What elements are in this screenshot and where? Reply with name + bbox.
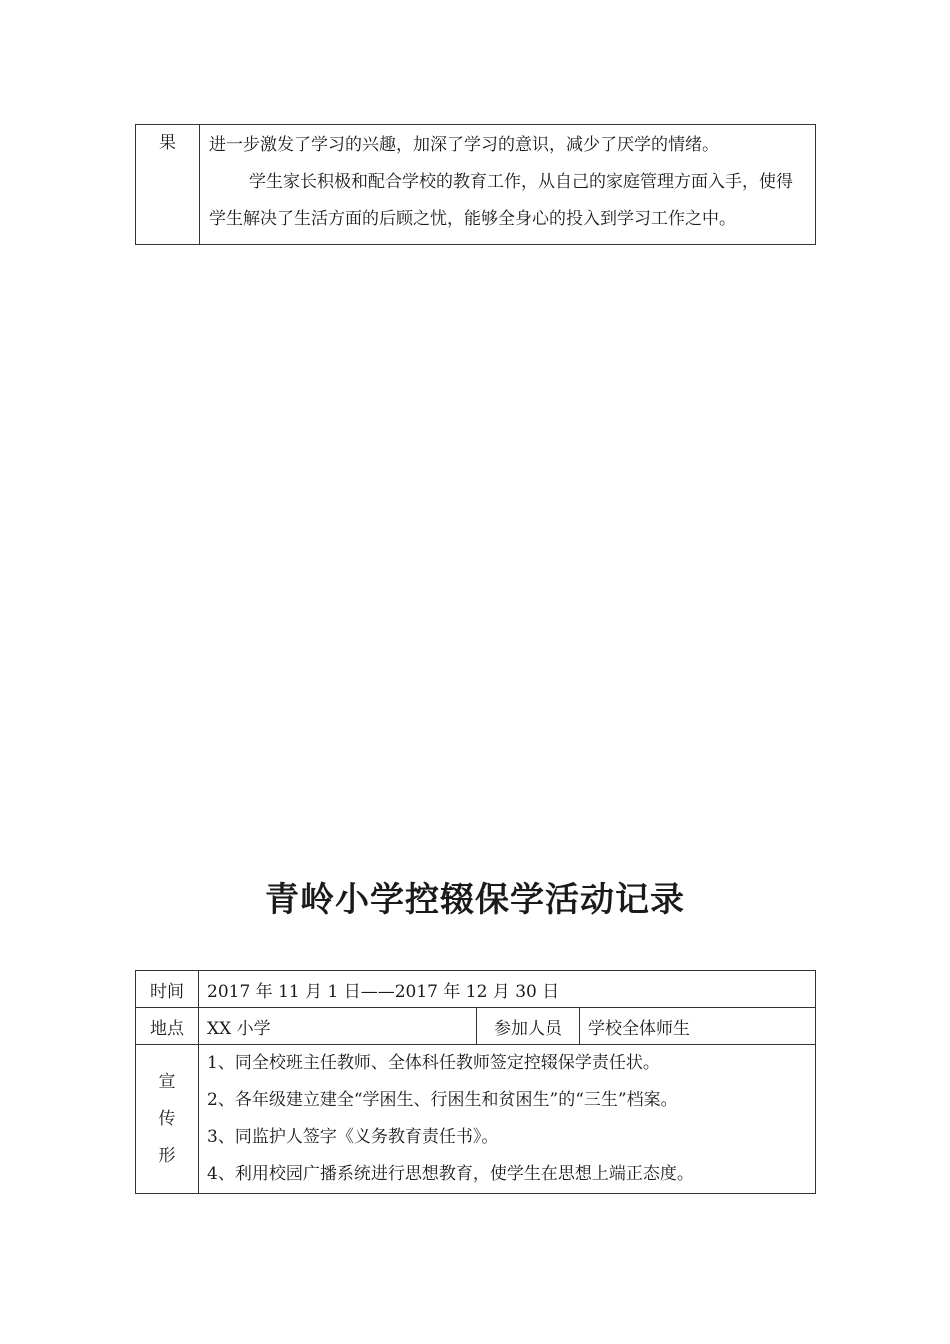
place-label: 地点 (136, 1008, 199, 1045)
form-label-char: 宣 (158, 1071, 176, 1092)
table-row (136, 1008, 816, 1045)
activity-record-table (135, 970, 816, 1194)
participants-value: 学校全体师生 (580, 1008, 816, 1045)
result-line-1: 进一步激发了学习的兴趣，加深了学习的意识，减少了厌学的情绪。 (209, 135, 719, 155)
list-item: 4、利用校园广播系统进行思想教育，使学生在思想上端正态度。 (207, 1164, 694, 1184)
participants-label: 参加人员 (477, 1008, 580, 1045)
time-label: 时间 (136, 971, 199, 1008)
time-value: 2017 年 11 月 1 日——2017 年 12 月 30 日 (199, 971, 816, 1008)
form-label-char: 传 (158, 1108, 176, 1129)
list-item: 2、各年级建立建全“学困生、行困生和贫困生”的“三生”档案。 (207, 1090, 678, 1110)
table-row (136, 971, 816, 1008)
list-item: 1、同全校班主任教师、全体科任教师签定控辍保学责任状。 (207, 1053, 660, 1073)
table-row (136, 125, 816, 245)
table-row (136, 1045, 816, 1194)
result-table (135, 124, 816, 245)
result-content (200, 125, 816, 245)
form-label-char: 形 (158, 1145, 176, 1166)
place-value: XX 小学 (199, 1008, 477, 1045)
form-label (136, 1045, 199, 1194)
list-item: 3、同监护人签字《义务教育责任书》。 (207, 1127, 499, 1147)
form-items (199, 1045, 816, 1194)
result-line-2: 学生家长积极和配合学校的教育工作，从自己的家庭管理方面入手，使得学生解决了生活方面的后顾之忧，能够全身心的投入到学习工作之中。 (209, 172, 793, 229)
page-title: 青岭小学控辍保学活动记录 (265, 880, 685, 920)
result-label: 果 (136, 125, 200, 245)
